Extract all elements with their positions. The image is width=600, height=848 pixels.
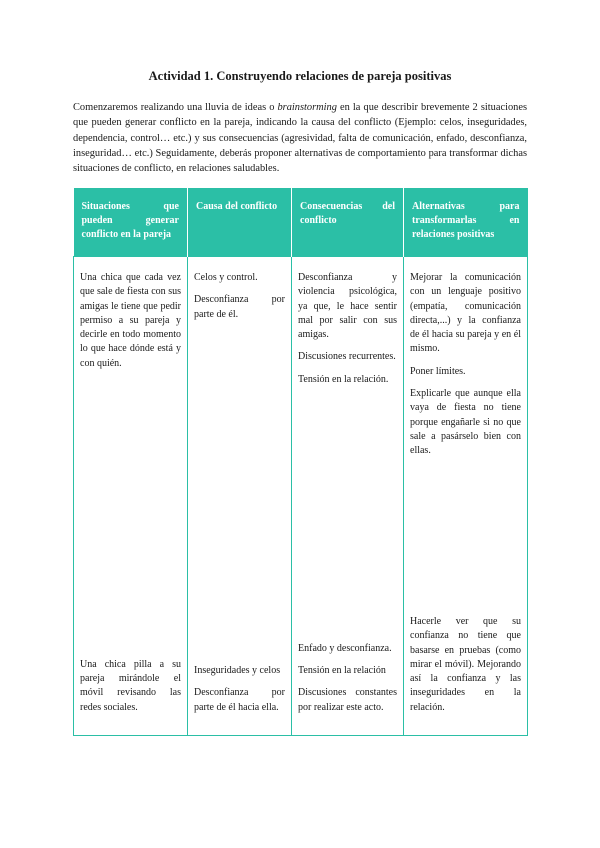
row1-alternative-2: Poner límites. — [410, 365, 466, 377]
row2-consequence-2: Tensión en la relación — [298, 665, 386, 677]
row2-alternatives-cell — [404, 575, 528, 736]
row1-consequence-2: Discusiones recurrentes. — [298, 351, 396, 363]
row1-alternative-1: Mejorar la comunicación con un lenguaje positivo (empatía, comunicación directa,...) y la confianza de él hacia su pareja y en él mismo. — [410, 272, 521, 355]
row1-cause-2: Desconfianza por parte de él. — [194, 294, 285, 320]
table-row — [74, 575, 528, 736]
intro-text-start: Comenzaremos realizando una lluvia de ideas o — [73, 102, 278, 113]
table-row — [74, 257, 528, 576]
row1-cause-1: Celos y control. — [194, 272, 258, 283]
header-cause: Causa del conflicto — [188, 188, 292, 257]
row1-alternative-3: Explicarle que aunque ella vaya de fiesta no tiene porque engañarle si no que sale a pasárselo bien con ellas. — [410, 388, 521, 457]
header-situations: Situaciones que pueden generar conflicto en la pareja — [74, 188, 188, 257]
row2-consequences-cell — [292, 575, 404, 736]
conflict-table — [73, 188, 528, 736]
intro-text-end: en la que describir brevemente 2 situaciones que pueden generar conflicto en la pareja, indicando la causa del conflicto (Ejemplo: celos, inseguridades, dependencia, control… etc.) y sus consecuencias (agresividad, falta de comunicación, enfado, desconfianza, inseguridad… etc.) Seguidamente, deberás proponer alternativas de comportamiento para transformar dichas situaciones de conflicto, en relaciones saludables. — [73, 102, 527, 175]
row2-situation-text: Una chica pilla a su pareja mirándole el móvil revisando las redes sociales. — [80, 658, 181, 713]
row1-consequences-cell — [292, 257, 404, 576]
row1-cause-cell — [188, 257, 292, 576]
table-header-row — [74, 188, 528, 257]
header-alternatives: Alternativas para transformarlas en relaciones positivas — [404, 188, 528, 257]
intro-italic-term: brainstorming — [277, 102, 337, 113]
row2-consequence-1: Enfado y desconfianza. — [298, 642, 392, 654]
row1-situation-text: Una chica que cada vez que sale de fiesta con sus amigas le tiene que pedir permiso a su pareja y decirle en todo momento lo que hace dónde está y con quién. — [80, 272, 181, 369]
row2-consequence-3: Discusiones constantes por realizar este acto. — [298, 687, 397, 713]
row2-cause-cell — [188, 575, 292, 736]
row1-situation-cell — [74, 257, 188, 576]
row2-alternative-1: Hacerle ver que su confianza no tiene que basarse en pruebas (como mirar el móvil). Mejorando así la confianza y las inseguridades en la relación. — [410, 615, 521, 713]
intro-paragraph — [73, 100, 527, 176]
row2-cause-1: Inseguridades y celos — [194, 665, 281, 677]
row1-alternatives-cell — [404, 257, 528, 576]
row1-consequence-3: Tensión en la relación. — [298, 373, 389, 385]
row2-cause-2: Desconfianza por parte de él hacia ella. — [194, 687, 285, 713]
row1-consequence-1: Desconfianza y violencia psicológica, ya que, le hace sentir mal por salir con sus amigas. — [298, 272, 397, 341]
row2-situation-cell — [74, 575, 188, 736]
page-title: Actividad 1. Construyendo relaciones de pareja positivas — [148, 69, 452, 83]
header-consequences: Consecuencias del conflicto — [292, 188, 404, 257]
